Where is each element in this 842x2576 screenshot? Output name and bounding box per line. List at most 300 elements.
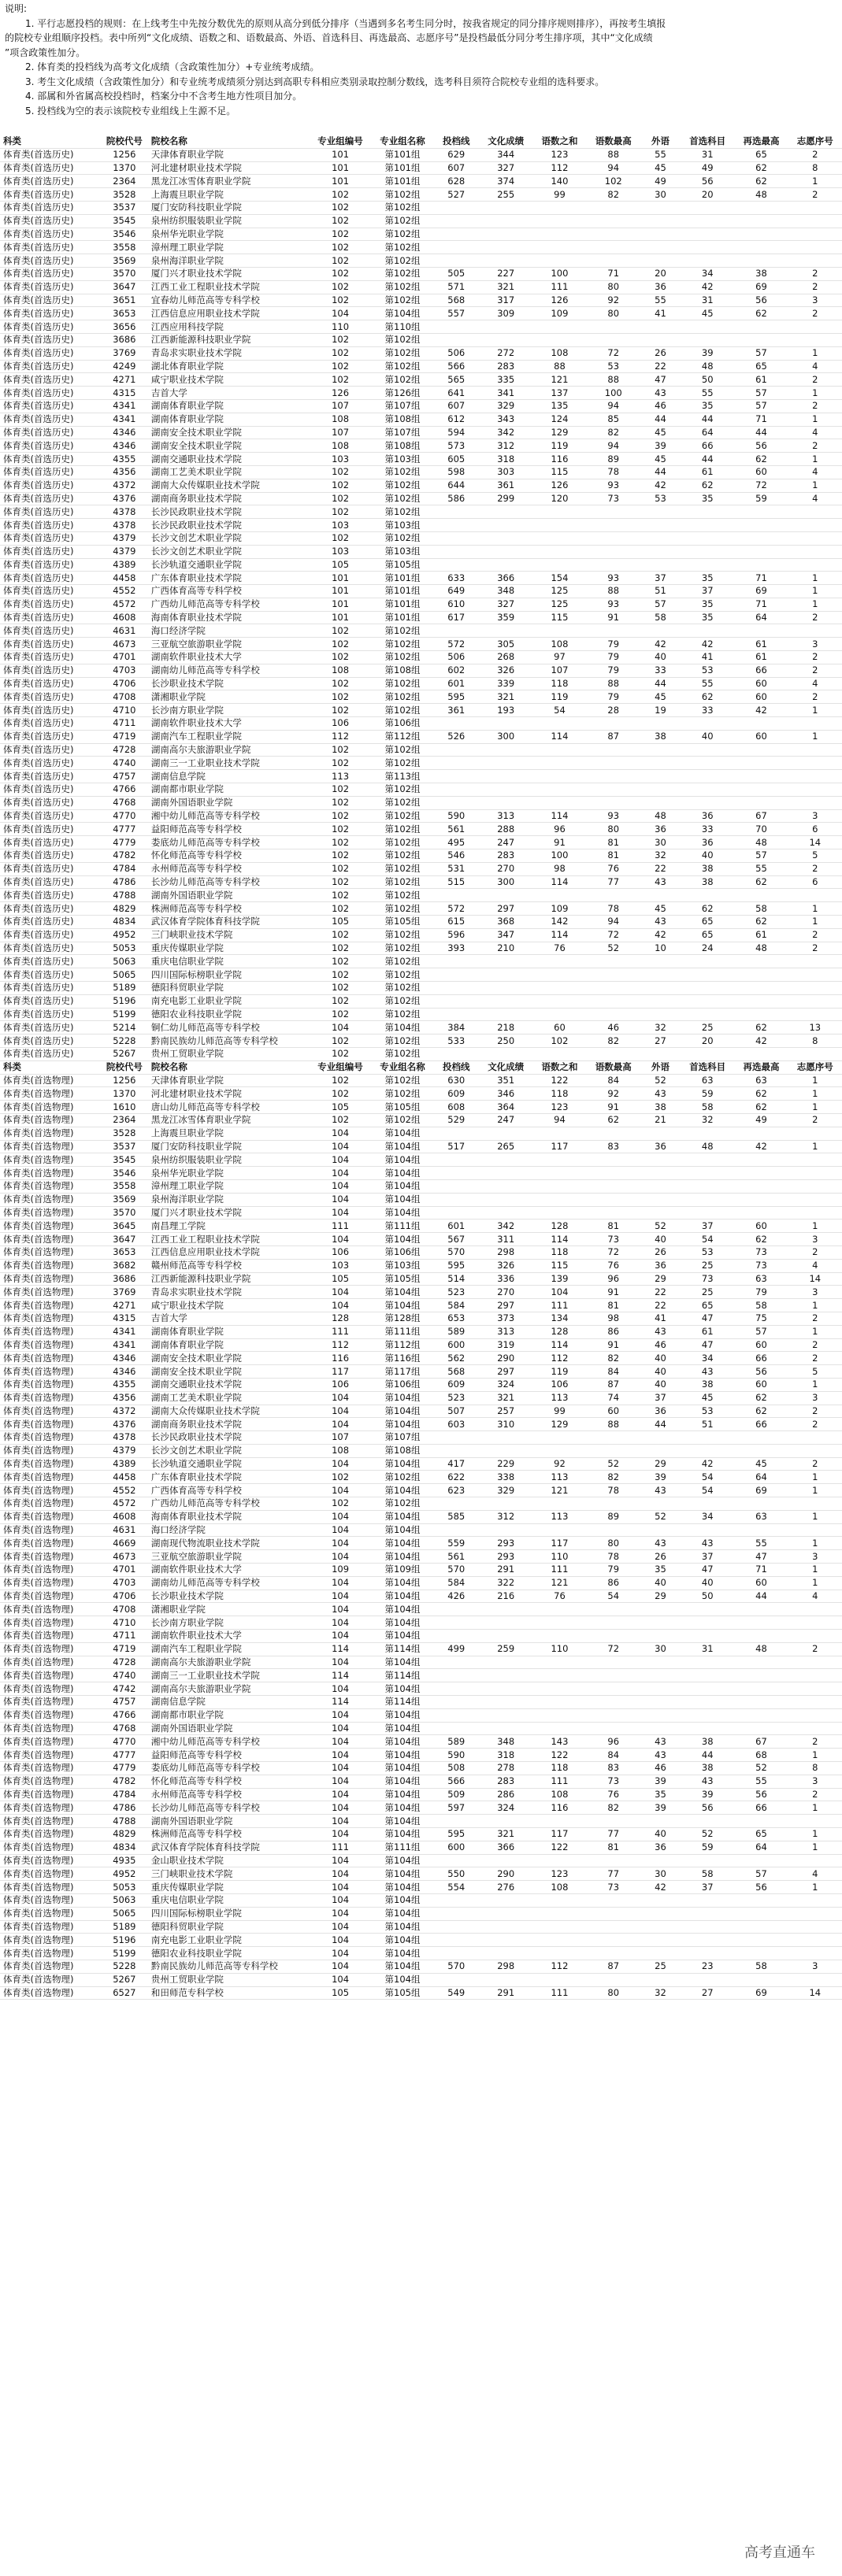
table-cell <box>479 1603 532 1616</box>
table-cell: 1 <box>788 1074 842 1087</box>
table-cell: 533 <box>433 1034 479 1048</box>
table-cell: 5228 <box>99 1960 150 1973</box>
table-cell: 644 <box>433 479 479 492</box>
table-row <box>0 1101 842 1114</box>
table-cell <box>734 1603 788 1616</box>
table-cell: 体育类(首选历史) <box>0 916 99 929</box>
table-cell: 3537 <box>99 1140 150 1153</box>
table-cell: 509 <box>433 1788 479 1801</box>
table-cell <box>734 757 788 770</box>
table-cell <box>681 1696 734 1709</box>
table-cell: 312 <box>479 1510 532 1523</box>
table-cell: 怀化师范高等专科学校 <box>150 1775 310 1788</box>
table-cell: 5053 <box>99 942 150 955</box>
table-cell: 2 <box>788 928 842 942</box>
table-cell: 140 <box>532 175 586 188</box>
table-cell: 41 <box>640 307 681 320</box>
table-cell: 34 <box>681 1352 734 1365</box>
table-cell: 43 <box>640 387 681 400</box>
table-cell <box>532 1907 586 1920</box>
table-cell: 体育类(首选物理) <box>0 1630 99 1643</box>
column-header: 文化成绩 <box>479 135 532 148</box>
table-cell: 第101组 <box>372 598 434 611</box>
table-cell: 495 <box>433 836 479 849</box>
table-cell <box>433 1603 479 1616</box>
table-cell <box>640 624 681 638</box>
table-cell: 116 <box>532 453 586 466</box>
table-cell: 1 <box>788 1325 842 1338</box>
table-row <box>0 823 842 836</box>
table-cell: 第104组 <box>372 1749 434 1762</box>
table-cell <box>433 1167 479 1180</box>
table-cell: 3682 <box>99 1259 150 1272</box>
table-cell <box>734 545 788 558</box>
table-cell: 2 <box>788 188 842 202</box>
table-cell: 体育类(首选物理) <box>0 1365 99 1379</box>
table-cell: 73 <box>734 1259 788 1272</box>
table-row <box>0 1338 842 1352</box>
table-cell: 2 <box>788 1735 842 1749</box>
table-row <box>0 1444 842 1457</box>
table-cell <box>734 1893 788 1907</box>
table-cell <box>734 968 788 982</box>
table-cell: 102 <box>310 294 372 307</box>
table-cell: 111 <box>532 1775 586 1788</box>
table-cell: 2 <box>788 1245 842 1259</box>
table-cell: 286 <box>479 1788 532 1801</box>
table-cell: 98 <box>587 1312 640 1325</box>
table-cell: 257 <box>479 1405 532 1418</box>
table-row <box>0 1245 842 1259</box>
table-cell: 361 <box>479 479 532 492</box>
table-cell: 84 <box>587 1074 640 1087</box>
table-cell <box>479 955 532 968</box>
table-row <box>0 875 842 889</box>
table-row <box>0 1642 842 1656</box>
table-cell: 79 <box>587 690 640 704</box>
table-row <box>0 968 842 982</box>
table-row <box>0 148 842 161</box>
table-cell <box>681 558 734 572</box>
table-cell <box>532 1722 586 1735</box>
table-row <box>0 307 842 320</box>
table-cell: 102 <box>310 796 372 809</box>
table-cell <box>479 1206 532 1220</box>
table-cell: 641 <box>433 387 479 400</box>
table-cell: 1 <box>788 1510 842 1523</box>
table-cell <box>433 531 479 545</box>
table-cell: 第103组 <box>372 453 434 466</box>
table-cell: 37 <box>640 572 681 585</box>
table-cell: 湖南三一工业职业技术学院 <box>150 757 310 770</box>
table-cell: 4 <box>788 1867 842 1881</box>
table-cell: 76 <box>532 1590 586 1603</box>
table-cell: 第102组 <box>372 889 434 902</box>
table-cell <box>640 783 681 797</box>
table-cell <box>532 796 586 809</box>
table-cell: 121 <box>532 1484 586 1497</box>
table-cell: 93 <box>587 572 640 585</box>
table-cell: 5196 <box>99 1934 150 1947</box>
table-cell: 4719 <box>99 1642 150 1656</box>
table-cell: 265 <box>479 1140 532 1153</box>
table-row <box>0 1272 842 1286</box>
table-cell: 104 <box>310 1881 372 1894</box>
table-cell <box>640 1893 681 1907</box>
table-cell <box>532 201 586 214</box>
table-cell: 104 <box>310 307 372 320</box>
column-header: 专业组名称 <box>372 1060 434 1074</box>
table-cell: 45 <box>640 902 681 916</box>
table-cell <box>479 558 532 572</box>
table-cell: 48 <box>681 1140 734 1153</box>
table-cell: 54 <box>681 1471 734 1484</box>
table-cell: 海口经济学院 <box>150 1523 310 1537</box>
table-cell: 125 <box>532 598 586 611</box>
table-cell <box>788 1444 842 1457</box>
table-cell <box>734 743 788 757</box>
table-cell: 2 <box>788 1352 842 1365</box>
table-cell: 58 <box>681 1867 734 1881</box>
table-cell: 第102组 <box>372 651 434 664</box>
table-cell <box>587 624 640 638</box>
table-cell <box>640 994 681 1008</box>
table-cell: 8 <box>788 1762 842 1775</box>
table-cell: 湖南幼儿师范高等专科学校 <box>150 1576 310 1590</box>
table-row <box>0 399 842 413</box>
table-cell: 561 <box>433 1550 479 1564</box>
table-cell: 108 <box>532 346 586 360</box>
table-cell: 第102组 <box>372 228 434 241</box>
table-row <box>0 677 842 690</box>
table-row <box>0 862 842 875</box>
table-cell: 体育类(首选物理) <box>0 1299 99 1312</box>
table-cell: 291 <box>479 1986 532 2000</box>
table-cell <box>640 757 681 770</box>
table-cell: 第102组 <box>372 346 434 360</box>
table-cell: 第107组 <box>372 399 434 413</box>
table-cell: 湖南高尔夫旅游职业学院 <box>150 743 310 757</box>
column-header: 外语 <box>640 1060 681 1074</box>
table-cell: 湖南幼儿师范高等专科学校 <box>150 664 310 677</box>
table-cell: 20 <box>681 188 734 202</box>
table-cell <box>734 1444 788 1457</box>
table-cell: 体育类(首选历史) <box>0 982 99 995</box>
table-cell <box>587 1815 640 1828</box>
table-cell: 40 <box>681 849 734 863</box>
table-cell <box>433 545 479 558</box>
table-row <box>0 809 842 823</box>
table-cell: 48 <box>734 1642 788 1656</box>
table-cell: 体育类(首选历史) <box>0 928 99 942</box>
table-cell: 第108组 <box>372 1444 434 1457</box>
table-row <box>0 254 842 268</box>
table-cell <box>788 1153 842 1167</box>
table-cell: 第114组 <box>372 1669 434 1682</box>
table-cell: 4341 <box>99 1338 150 1352</box>
table-row <box>0 1418 842 1431</box>
table-cell: 77 <box>587 1828 640 1841</box>
table-cell: 4728 <box>99 743 150 757</box>
table-cell: 4341 <box>99 413 150 426</box>
table-cell: 101 <box>310 148 372 161</box>
table-cell: 105 <box>310 916 372 929</box>
table-cell <box>433 1947 479 1960</box>
table-cell <box>734 1682 788 1696</box>
table-cell: 97 <box>532 651 586 664</box>
table-cell: 41 <box>681 651 734 664</box>
column-header: 语数之和 <box>532 135 586 148</box>
table-cell: 4346 <box>99 426 150 439</box>
table-row <box>0 1299 842 1312</box>
table-cell: 65 <box>734 148 788 161</box>
table-cell: 体育类(首选物理) <box>0 1867 99 1881</box>
table-cell: 第105组 <box>372 1272 434 1286</box>
table-cell: 342 <box>479 1220 532 1233</box>
table-cell: 56 <box>734 1788 788 1801</box>
table-cell: 3653 <box>99 307 150 320</box>
table-cell: 1610 <box>99 1101 150 1114</box>
table-cell: 87 <box>587 1960 640 1973</box>
table-cell: 第102组 <box>372 624 434 638</box>
table-cell: 体育类(首选历史) <box>0 704 99 717</box>
table-cell: 1 <box>788 1749 842 1762</box>
table-cell: 104 <box>310 1179 372 1193</box>
table-cell: 527 <box>433 188 479 202</box>
column-header: 首选科目 <box>681 1060 734 1074</box>
table-cell: 66 <box>681 439 734 453</box>
table-cell: 56 <box>681 1801 734 1815</box>
table-cell <box>734 994 788 1008</box>
table-cell <box>640 1815 681 1828</box>
table-cell: 4770 <box>99 1735 150 1749</box>
table-cell: 366 <box>479 1841 532 1854</box>
table-cell: 102 <box>310 254 372 268</box>
table-row <box>0 730 842 743</box>
table-cell <box>734 519 788 532</box>
table-cell: 湖南交通职业技术学院 <box>150 453 310 466</box>
table-cell: 62 <box>734 161 788 175</box>
table-cell <box>788 968 842 982</box>
table-cell <box>640 1497 681 1511</box>
table-cell: 54 <box>532 704 586 717</box>
table-cell: 113 <box>532 1471 586 1484</box>
table-cell <box>640 1854 681 1867</box>
table-cell <box>681 214 734 228</box>
table-cell: 84 <box>587 1749 640 1762</box>
table-cell: 第111组 <box>372 1325 434 1338</box>
table-cell <box>788 757 842 770</box>
table-cell: 120 <box>532 492 586 505</box>
table-cell: 三门峡职业技术学院 <box>150 1867 310 1881</box>
table-cell <box>587 717 640 731</box>
table-row <box>0 1312 842 1325</box>
table-cell: 272 <box>479 346 532 360</box>
table-cell: 88 <box>587 1418 640 1431</box>
table-cell <box>433 1973 479 1986</box>
table-cell <box>587 1616 640 1630</box>
table-cell: 25 <box>640 1960 681 1973</box>
table-cell <box>788 505 842 519</box>
table-cell: 体育类(首选物理) <box>0 1153 99 1167</box>
table-cell: 4834 <box>99 1841 150 1854</box>
table-cell: 595 <box>433 690 479 704</box>
table-row <box>0 214 842 228</box>
table-cell: 64 <box>734 611 788 624</box>
table-cell <box>640 1193 681 1206</box>
table-cell <box>681 254 734 268</box>
table-cell <box>681 796 734 809</box>
table-cell <box>734 889 788 902</box>
table-cell: 体育类(首选历史) <box>0 333 99 346</box>
table-cell: 第104组 <box>372 1484 434 1497</box>
table-cell: 67 <box>734 809 788 823</box>
column-header: 院校代号 <box>99 135 150 148</box>
table-cell <box>479 1854 532 1867</box>
table-cell: 4777 <box>99 823 150 836</box>
table-cell: 体育类(首选物理) <box>0 1259 99 1272</box>
table-cell <box>433 1708 479 1722</box>
table-cell: 1 <box>788 387 842 400</box>
table-cell: 622 <box>433 1471 479 1484</box>
table-cell <box>640 889 681 902</box>
column-header: 志愿序号 <box>788 135 842 148</box>
table-cell: 第114组 <box>372 1642 434 1656</box>
table-cell: 628 <box>433 175 479 188</box>
table-cell: 第102组 <box>372 188 434 202</box>
table-cell: 67 <box>734 1735 788 1749</box>
table-cell <box>433 1616 479 1630</box>
table-cell: 338 <box>479 1471 532 1484</box>
table-cell: 39 <box>640 439 681 453</box>
table-cell: 529 <box>433 1113 479 1127</box>
table-cell: 株洲师范高等专科学校 <box>150 902 310 916</box>
table-cell: 100 <box>532 267 586 280</box>
table-cell: 327 <box>479 161 532 175</box>
table-cell <box>532 1920 586 1934</box>
table-cell: 81 <box>587 836 640 849</box>
table-cell: 88 <box>532 360 586 373</box>
table-cell <box>640 1708 681 1722</box>
table-cell: 327 <box>479 598 532 611</box>
table-cell <box>433 982 479 995</box>
table-cell: 107 <box>310 399 372 413</box>
table-cell: 119 <box>532 690 586 704</box>
table-cell: 第111组 <box>372 1841 434 1854</box>
table-cell <box>479 545 532 558</box>
table-cell <box>433 743 479 757</box>
table-row <box>0 1841 842 1854</box>
table-cell: 4777 <box>99 1749 150 1762</box>
table-cell <box>433 717 479 731</box>
table-cell <box>640 1603 681 1616</box>
table-cell <box>640 1682 681 1696</box>
table-cell: 102 <box>310 836 372 849</box>
table-cell: 南昌理工学院 <box>150 1220 310 1233</box>
table-cell: 93 <box>587 479 640 492</box>
table-cell <box>532 1431 586 1445</box>
table-cell: 105 <box>310 1101 372 1114</box>
table-cell: 32 <box>640 849 681 863</box>
table-cell: 第104组 <box>372 1603 434 1616</box>
table-cell: 568 <box>433 1365 479 1379</box>
table-cell: 51 <box>640 585 681 598</box>
table-cell: 303 <box>479 465 532 479</box>
table-cell: 3 <box>788 638 842 651</box>
table-cell <box>734 320 788 334</box>
table-cell: 1 <box>788 1537 842 1550</box>
table-cell: 61 <box>734 651 788 664</box>
table-cell: 562 <box>433 1352 479 1365</box>
admission-score-table <box>0 135 842 2000</box>
table-cell: 104 <box>310 1907 372 1920</box>
table-cell: 102 <box>310 1008 372 1021</box>
table-cell <box>788 254 842 268</box>
table-cell <box>640 1722 681 1735</box>
table-cell: 4356 <box>99 1391 150 1405</box>
table-cell <box>532 1193 586 1206</box>
table-cell: 51 <box>681 1418 734 1431</box>
table-cell: 体育类(首选历史) <box>0 942 99 955</box>
table-cell: 长沙南方职业学院 <box>150 1616 310 1630</box>
table-cell: 374 <box>479 175 532 188</box>
table-cell: 体育类(首选历史) <box>0 531 99 545</box>
table-cell: 体育类(首选物理) <box>0 1907 99 1920</box>
table-cell <box>788 201 842 214</box>
table-cell: 101 <box>310 611 372 624</box>
table-cell: 118 <box>532 1762 586 1775</box>
table-cell: 124 <box>532 413 586 426</box>
table-cell: 34 <box>681 1510 734 1523</box>
note-line: 5. 投档线为空的表示该院校专业组线上生源不足。 <box>25 105 236 117</box>
table-cell: 46 <box>587 1021 640 1034</box>
table-cell: 4768 <box>99 796 150 809</box>
table-cell: 104 <box>310 1749 372 1762</box>
table-cell: 53 <box>681 664 734 677</box>
table-cell: 体育类(首选历史) <box>0 717 99 731</box>
table-cell: 115 <box>532 465 586 479</box>
table-cell: 体育类(首选历史) <box>0 875 99 889</box>
table-cell: 55 <box>681 677 734 690</box>
table-cell: 体育类(首选物理) <box>0 1113 99 1127</box>
table-cell <box>788 519 842 532</box>
table-cell: 69 <box>734 1484 788 1497</box>
table-cell: 73 <box>587 1233 640 1246</box>
table-cell: 体育类(首选历史) <box>0 558 99 572</box>
column-header: 院校代号 <box>99 1060 150 1074</box>
table-cell: 80 <box>587 1537 640 1550</box>
table-cell <box>734 254 788 268</box>
table-cell: 123 <box>532 1867 586 1881</box>
table-cell: 317 <box>479 294 532 307</box>
table-row <box>0 1735 842 1749</box>
table-row <box>0 333 842 346</box>
table-cell: 42 <box>681 638 734 651</box>
table-cell: 25 <box>681 1259 734 1272</box>
table-cell: 第109组 <box>372 1564 434 1577</box>
table-cell <box>681 1127 734 1140</box>
table-cell: 570 <box>433 1564 479 1577</box>
table-cell: 92 <box>587 294 640 307</box>
table-cell: 44 <box>640 413 681 426</box>
table-cell: 603 <box>433 1418 479 1431</box>
table-cell: 523 <box>433 1391 479 1405</box>
table-cell <box>788 1934 842 1947</box>
table-cell <box>587 1444 640 1457</box>
table-cell: 101 <box>310 572 372 585</box>
table-cell <box>532 1047 586 1060</box>
table-cell: 德阳科贸职业学院 <box>150 1920 310 1934</box>
